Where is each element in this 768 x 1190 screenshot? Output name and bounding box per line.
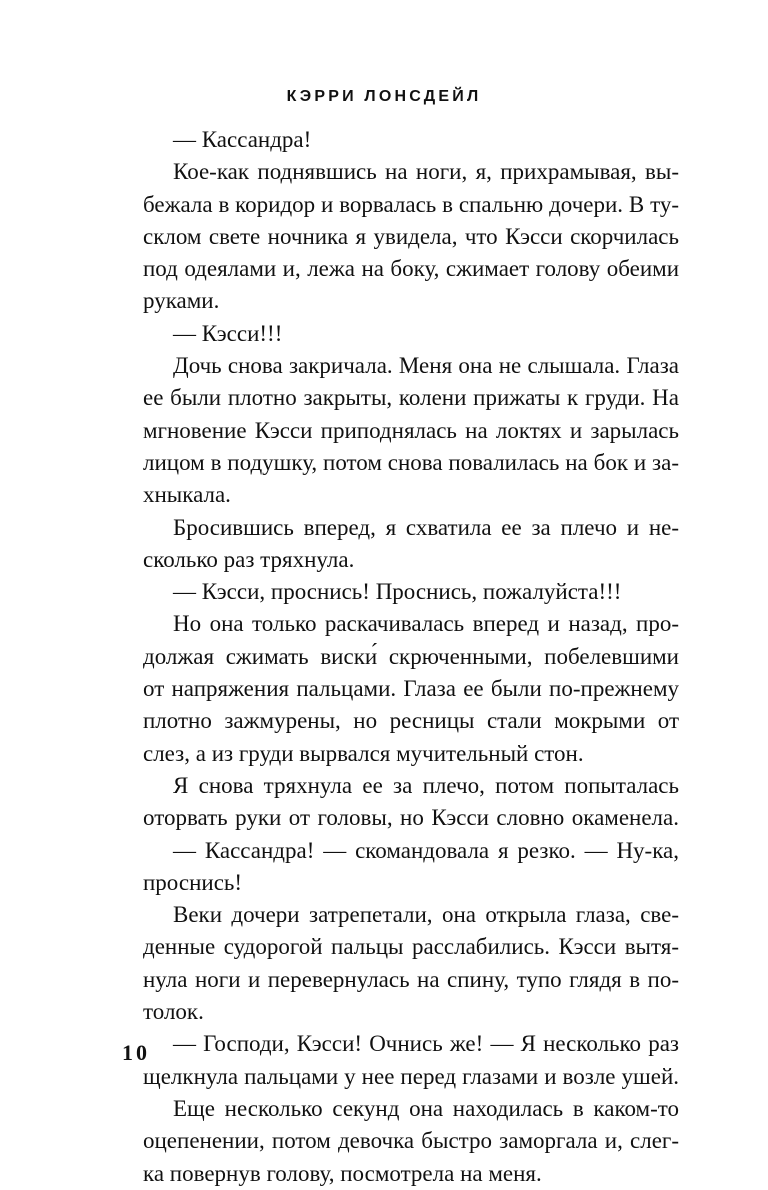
text-line: хныкала. (143, 482, 231, 508)
text-line: мгновение Кэсси приподнялась на локтях и зарылась (143, 417, 679, 443)
page-number: 10 (122, 1040, 150, 1065)
text-line: Кое-как поднявшись на ноги, я, прихрамывая, вы- (173, 159, 679, 185)
text-line: Дочь снова закричала. Меня она не слышала. Глаза (173, 353, 679, 379)
text-line: — Кэсси!!! (173, 320, 283, 346)
text-line: сколько раз тряхнула. (143, 546, 355, 572)
text-line: ка повернув голову, посмотрела на меня. (143, 1160, 542, 1186)
text-line: плотно зажмурены, но ресницы стали мокрыми от (143, 708, 679, 734)
text-line: денные судорогой пальцы расслабились. Кэсси вытя- (143, 934, 679, 960)
text-line: Бросившись вперед, я схватила ее за плечо и не- (173, 514, 679, 540)
text-line: склом свете ночника я увидела, что Кэсси скорчилась (143, 223, 679, 249)
text-line: ее были плотно закрыты, колени прижаты к груди. На (143, 385, 679, 411)
text-line: — Кассандра! — скомандовала я резко. — Ну-ка, (173, 837, 679, 863)
text-line: щелкнула пальцами у нее перед глазами и возле ушей. (143, 1063, 679, 1089)
text-line: нула ноги и перевернулась на спину, тупо глядя в по- (143, 966, 679, 992)
text-line: под одеялами и, лежа на боку, сжимает голову обеими (143, 256, 679, 282)
running-head: КЭРРИ ЛОНСДЕЙЛ (286, 88, 482, 105)
text-line: лицом в подушку, потом снова повалилась на бок и за- (143, 449, 679, 475)
text-line: Веки дочери затрепетали, она открыла глаза, све- (173, 902, 679, 928)
body-text (143, 124, 679, 1190)
text-line: оторвать руки от головы, но Кэсси словно окаменела. (143, 805, 679, 831)
text-line: руками. (143, 288, 220, 314)
text-line: — Кассандра! (173, 127, 312, 152)
text-line: слез, а из груди вырвался мучительный стон. (143, 740, 584, 766)
text-line: — Кэсси, проснись! Проснись, пожалуйста!!! (173, 579, 622, 605)
text-line: от напряжения пальцами. Глаза ее были по-прежнему (143, 676, 679, 702)
text-line: бежала в коридор и ворвалась в спальню дочери. В ту- (143, 191, 679, 217)
text-line: Но она только раскачивалась вперед и назад, про- (173, 611, 679, 637)
text-line: толок. (143, 999, 204, 1025)
text-line: оцепенении, потом девочка быстро заморгала и, слег- (143, 1128, 679, 1154)
text-line: Еще несколько секунд она находилась в каком-то (173, 1095, 679, 1121)
text-line: — Господи, Кэсси! Очнись же! — Я несколько раз (173, 1031, 679, 1057)
text-line: должая сжимать виски́ скрюченными, побелевшими (143, 643, 679, 669)
text-line: Я снова тряхнула ее за плечо, потом попыталась (173, 772, 679, 798)
text-line: проснись! (143, 869, 243, 895)
